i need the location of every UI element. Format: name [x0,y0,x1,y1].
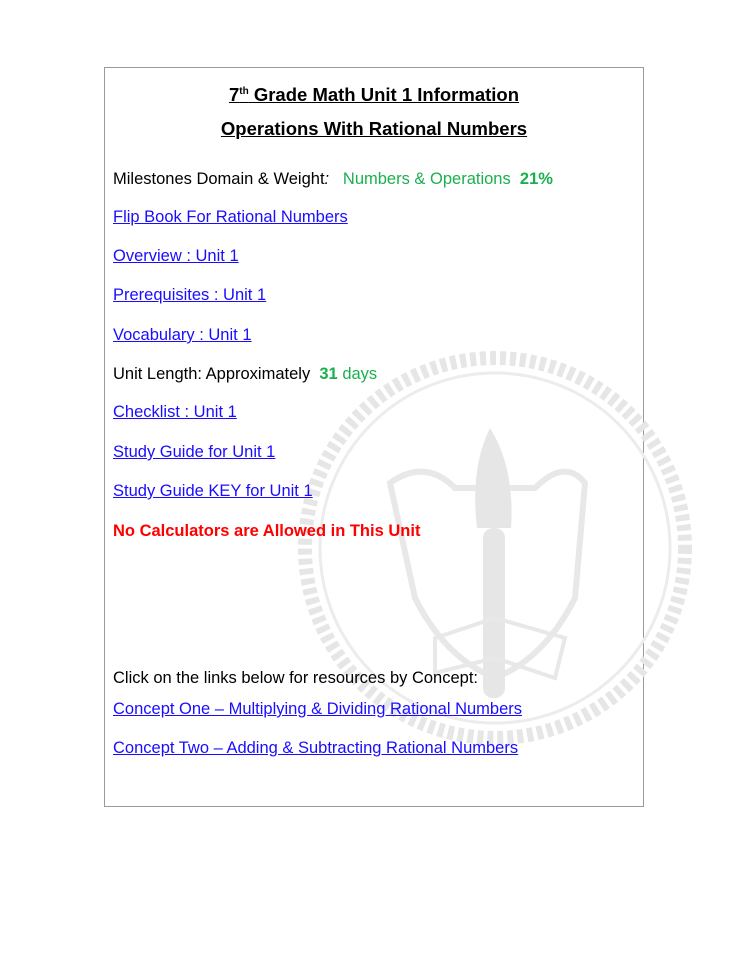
milestones-colon: : [324,170,330,188]
milestones-weight: 21% [519,170,553,188]
vocabulary-link[interactable]: Vocabulary : Unit 1 [113,326,252,344]
milestones-line [113,170,553,189]
no-calculators-notice: No Calculators are Allowed in This Unit [113,522,421,540]
page-title [105,84,643,106]
page-subtitle: Operations With Rational Numbers [220,118,528,139]
milestones-domain: Numbers & Operations [342,170,511,188]
title-text: Grade Math Unit 1 Information [248,84,520,105]
document-frame [104,67,644,807]
checklist-link[interactable]: Checklist : Unit 1 [113,403,237,421]
overview-link[interactable]: Overview : Unit 1 [113,247,239,265]
unit-length-label: Unit Length: Approximately [113,365,311,383]
title-number: 7 [228,84,240,105]
study-guide-key-link[interactable]: Study Guide KEY for Unit 1 [113,482,313,500]
unit-length-days: 31 [319,365,338,383]
prerequisites-link[interactable]: Prerequisites : Unit 1 [113,286,267,304]
title-superscript: th [239,85,249,97]
flip-book-link[interactable]: Flip Book For Rational Numbers [113,208,348,226]
school-seal-watermark [285,338,705,758]
study-guide-link[interactable]: Study Guide for Unit 1 [113,443,276,461]
concepts-intro: Click on the links below for resources by Concept: [113,669,478,687]
concept-one-link[interactable]: Concept One – Multiplying & Dividing Rational Numbers [113,700,523,718]
concept-two-link[interactable]: Concept Two – Adding & Subtracting Rational Numbers [113,739,519,757]
milestones-label: Milestones Domain & Weight [113,170,325,188]
unit-length-line [113,365,377,384]
unit-length-days-label: days [342,365,378,383]
